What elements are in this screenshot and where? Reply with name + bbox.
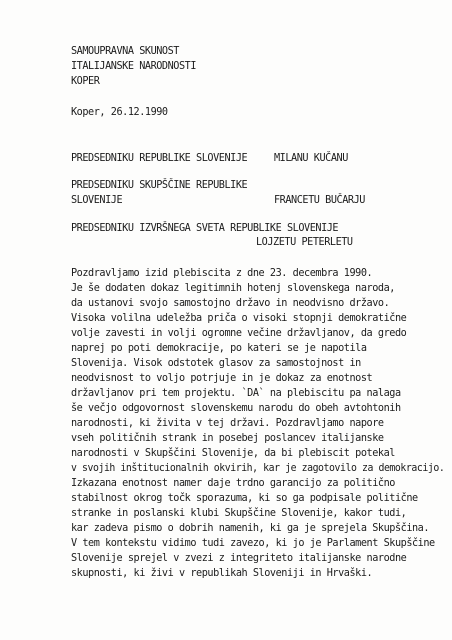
body-line: Pozdravljamo izid plebiscita z dne 23. decembra 1990.: [71, 268, 373, 279]
recipient-2-name: FRANCETU BUČARJU: [274, 195, 365, 206]
body-line: Slovenija. Visok odstotek glasov za samostojnost in: [71, 358, 361, 369]
recipient-1-title: PREDSEDNIKU REPUBLIKE SLOVENIJE: [71, 153, 248, 164]
body-line: državljanov pri tem projektu. `DA` na plebiscitu pa nalaga: [71, 388, 401, 399]
body-line: Slovenije sprejel v zvezi z integriteto italijanske narodne: [71, 553, 407, 564]
body-line: volje zavesti in volji ogromne večine državljanov, da gredo: [71, 328, 407, 339]
body-line: neodvisnost to voljo potrjuje in je dokaz za enotnost: [71, 373, 373, 384]
body-line: stabilnost okrog točk sporazuma, ki so ga podpisale politične: [71, 493, 418, 504]
body-line: Izkazana enotnost namer daje trdno garancijo za politično: [71, 478, 395, 489]
body-line: Visoka volilna udeležba priča o visoki stopnji demokratične: [71, 313, 407, 324]
date-line: Koper, 26.12.1990: [71, 107, 168, 118]
body-line: še večjo odgovornost slovenskemu narodu do obeh avtohtonih: [71, 403, 401, 414]
body-line: narodnosti, ki živita v tej državi. Pozdravljamo napore: [71, 418, 384, 429]
recipient-2-title: PREDSEDNIKU SKUPŠČINE REPUBLIKE: [71, 180, 248, 191]
body-line: naprej po poti demokracije, po kateri se je napotila: [71, 343, 367, 354]
sender-line-2: ITALIJANSKE NARODNOSTI: [71, 61, 197, 72]
body-line: narodnosti v Skupščini Slovenije, da bi plebiscit potekal: [71, 448, 395, 459]
recipient-2-title-cont: SLOVENIJE: [71, 195, 123, 206]
body-line: Je še dodaten dokaz legitimnih hotenj slovenskega naroda,: [71, 283, 395, 294]
body-line: V tem kontekstu vidimo tudi zavezo, ki jo je Parlament Skupščine: [71, 538, 435, 549]
recipient-1-name: MILANU KUČANU: [274, 153, 348, 164]
body-line: kar zadeva pismo o dobrih namenih, ki ga je sprejela Skupščina.: [71, 523, 430, 534]
body-line: v svojih inštitucionalnih okvirih, kar je zagotovilo za demokracijo.: [71, 463, 445, 474]
sender-line-3: KOPER: [71, 76, 100, 87]
recipient-3-title: PREDSEDNIKU IZVRŠNEGA SVETA REPUBLIKE SLOVENIJE: [71, 223, 339, 234]
body-line: vseh političnih strank in posebej poslancev italijanske: [71, 433, 384, 444]
body-line: da ustanovi svojo samostojno državo in neodvisno državo.: [71, 298, 390, 309]
body-line: stranke in poslanski klubi Skupščine Slovenije, kakor tudi,: [71, 508, 407, 519]
recipient-3-name: LOJZETU PETERLETU: [256, 237, 353, 248]
body-line: skupnosti, ki živi v republikah Sloveniji in Hrvaški.: [71, 568, 373, 579]
sender-line-1: SAMOUPRAVNA SKUNOST: [71, 46, 179, 57]
